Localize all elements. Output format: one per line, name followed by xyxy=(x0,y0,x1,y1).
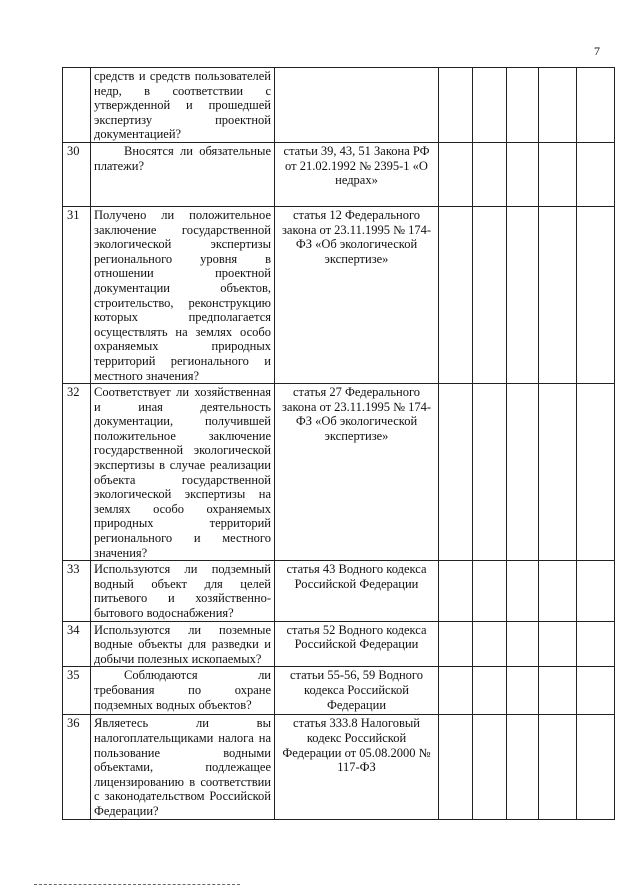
answer-cell xyxy=(507,68,539,143)
answer-cell xyxy=(577,667,615,715)
row-number-cell: 33 xyxy=(63,561,91,621)
question-cell: Получено ли положительное заключение государственной экологической экспертизы регионального уровня в отношении проектной документации объектов, строительство, реконструкцию которых предполагается осуществлять на землях особо охраняемых природных территорий регионального и местного значения? xyxy=(91,206,275,383)
answer-cell xyxy=(507,621,539,667)
answer-cell xyxy=(473,206,507,383)
answer-cell xyxy=(473,715,507,819)
answer-cell xyxy=(577,621,615,667)
table-row xyxy=(63,621,615,667)
question-cell: Соответствует ли хозяйственная и иная деятельность документации, получившей положительное заключение государственной экологической экспертизы в случае реализации объекта государственной экологической экспертизы на землях особо охраняемых природных территорий регионального и местного значения? xyxy=(91,384,275,561)
answer-cell xyxy=(507,384,539,561)
answer-cell xyxy=(539,667,577,715)
question-cell: Используются ли подземный водный объект для целей питьевого и хозяйственно-бытового водоснабжения? xyxy=(91,561,275,621)
answer-cell xyxy=(577,68,615,143)
law-cell: статья 43 Водного кодекса Российской Федерации xyxy=(275,561,439,621)
checklist-table xyxy=(62,67,615,820)
question-cell: Соблюдаются ли требования по охране подземных водных объектов? xyxy=(91,667,275,715)
answer-cell xyxy=(439,68,473,143)
law-cell: статья 27 Федерального закона от 23.11.1995 № 174-ФЗ «Об экологической экспертизе» xyxy=(275,384,439,561)
answer-cell xyxy=(507,667,539,715)
answer-cell xyxy=(539,68,577,143)
answer-cell xyxy=(473,384,507,561)
row-number-cell: 30 xyxy=(63,142,91,206)
answer-cell xyxy=(473,561,507,621)
answer-cell xyxy=(439,561,473,621)
table-row xyxy=(63,206,615,383)
row-number-cell: 36 xyxy=(63,715,91,819)
answer-cell xyxy=(473,621,507,667)
law-cell: статья 12 Федерального закона от 23.11.1995 № 174-ФЗ «Об экологической экспертизе» xyxy=(275,206,439,383)
answer-cell xyxy=(473,667,507,715)
law-cell: статьи 39, 43, 51 Закона РФ от 21.02.1992 № 2395-1 «О недрах» xyxy=(275,142,439,206)
row-number-cell: 34 xyxy=(63,621,91,667)
answer-cell xyxy=(439,206,473,383)
answer-cell xyxy=(539,206,577,383)
table-row xyxy=(63,667,615,715)
question-cell: Вносятся ли обязательные платежи? xyxy=(91,142,275,206)
answer-cell xyxy=(577,561,615,621)
table-row xyxy=(63,561,615,621)
table-row xyxy=(63,68,615,143)
answer-cell xyxy=(577,715,615,819)
page-number: 7 xyxy=(594,44,600,58)
answer-cell xyxy=(507,561,539,621)
table-row xyxy=(63,142,615,206)
law-cell: статьи 55-56, 59 Водного кодекса Российской Федерации xyxy=(275,667,439,715)
law-cell: статья 333.8 Налоговый кодекс Российской Федерации от 05.08.2000 № 117-ФЗ xyxy=(275,715,439,819)
table-row xyxy=(63,384,615,561)
question-cell: Используются ли поземные водные объекты для разведки и добычи полезных ископаемых? xyxy=(91,621,275,667)
answer-cell xyxy=(577,206,615,383)
law-cell: статья 52 Водного кодекса Российской Федерации xyxy=(275,621,439,667)
answer-cell xyxy=(507,142,539,206)
answer-cell xyxy=(439,142,473,206)
answer-cell xyxy=(577,384,615,561)
answer-cell xyxy=(539,142,577,206)
table-row xyxy=(63,715,615,819)
answer-cell xyxy=(473,68,507,143)
answer-cell xyxy=(539,561,577,621)
answer-cell xyxy=(507,206,539,383)
row-number-cell: 31 xyxy=(63,206,91,383)
row-number-cell xyxy=(63,68,91,143)
answer-cell xyxy=(439,384,473,561)
answer-cell xyxy=(439,621,473,667)
answer-cell xyxy=(473,142,507,206)
row-number-cell: 35 xyxy=(63,667,91,715)
row-number-cell: 32 xyxy=(63,384,91,561)
question-cell: Являетесь ли вы налогоплательщиками налога на пользование водными объектами, подлежащее лицензированию в соответствии с законодательством Российской Федерации? xyxy=(91,715,275,819)
law-cell xyxy=(275,68,439,143)
answer-cell xyxy=(507,715,539,819)
question-cell: средств и средств пользователей недр, в соответствии с утвержденной и прошедшей экспертизу проектной документацией? xyxy=(91,68,275,143)
answer-cell xyxy=(439,715,473,819)
answer-cell xyxy=(539,621,577,667)
answer-cell xyxy=(577,142,615,206)
footer-divider xyxy=(34,884,240,885)
answer-cell xyxy=(439,667,473,715)
answer-cell xyxy=(539,384,577,561)
answer-cell xyxy=(539,715,577,819)
